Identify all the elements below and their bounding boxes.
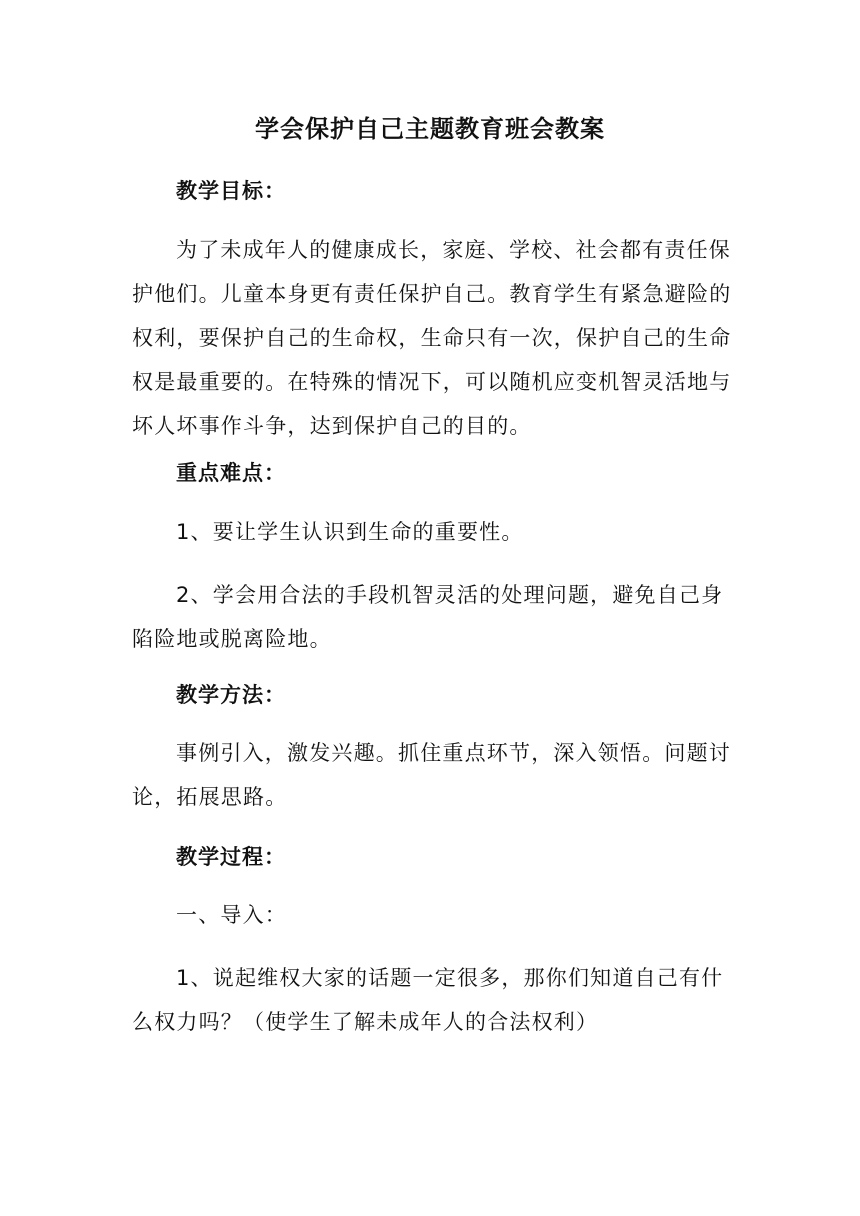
paragraph-teaching-methods: 事例引入，激发兴趣。抓住重点环节，深入领悟。问题讨论，拓展思路。 [132, 741, 731, 809]
paragraph-key-point-1: 1、要让学生认识到生命的重要性。 [176, 520, 524, 544]
section-heading-teaching-process: 教学过程： [176, 845, 286, 869]
paragraph-key-point-2: 2、学会用合法的手段机智灵活的处理问题，避免自己身陷险地或脱离险地。 [132, 583, 724, 651]
paragraph-process-intro: 一、导入： [176, 903, 287, 927]
section-heading-teaching-methods: 教学方法： [176, 683, 286, 707]
section-heading-teaching-goals: 教学目标： [176, 179, 286, 203]
section-heading-key-points: 重点难点： [176, 461, 286, 485]
paragraph-process-step-1: 1、说起维权大家的话题一定很多，那你们知道自己有什么权力吗？（使学生了解未成年人的合法权利） [132, 966, 724, 1034]
document-title: 学会保护自己主题教育班会教案 [255, 115, 605, 143]
paragraph-teaching-goals: 为了未成年人的健康成长，家庭、学校、社会都有责任保护他们。儿童本身更有责任保护自己。教育学生有紧急避险的权利，要保护自己的生命权，生命只有一次，保护自己的生命权是最重要的。在特殊的情况下，可以随机应变机智灵活地与坏人坏事作斗争，达到保护自己的目的。 [132, 238, 732, 438]
